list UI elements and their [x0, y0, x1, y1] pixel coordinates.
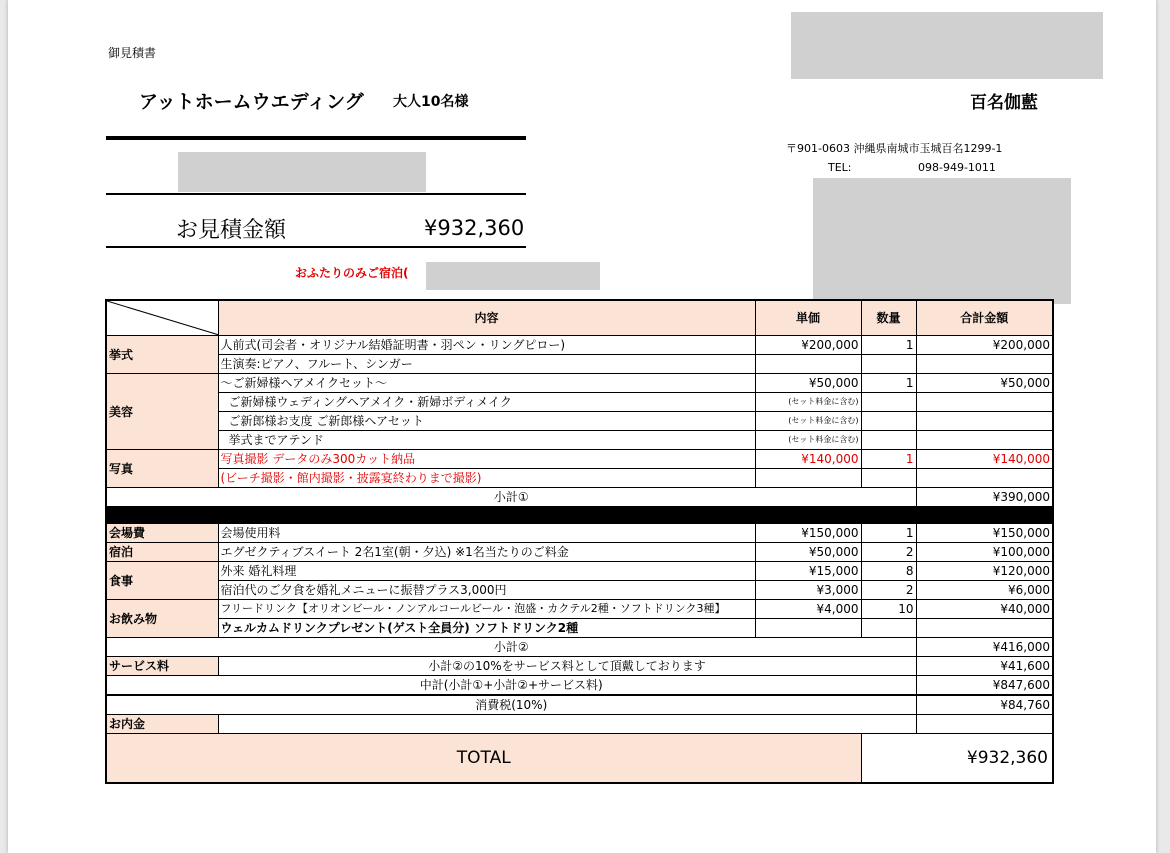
table-row	[106, 581, 1053, 600]
quantity: 1	[861, 374, 916, 393]
diagonal-cell	[106, 300, 218, 336]
header-row	[106, 300, 1053, 336]
unit-price: ¥150,000	[755, 524, 861, 543]
subtotal-row	[106, 638, 1053, 657]
grand-total-value: ¥932,360	[861, 734, 1053, 784]
line-total: ¥100,000	[916, 543, 1053, 562]
item-line: 挙式までアテンド	[218, 431, 755, 450]
subtotal-row	[106, 488, 1053, 507]
category-biyou: 美容	[106, 374, 218, 450]
stay-note: おふたりのみご宿泊(	[295, 266, 409, 280]
line-total: ¥150,000	[916, 524, 1053, 543]
item-line: ご新婦様ウェディングヘアメイク・新婦ボディメイク	[218, 393, 755, 412]
table-row	[106, 543, 1053, 562]
redacted-block	[791, 12, 1103, 79]
table-row	[106, 336, 1053, 355]
unit-price: ¥50,000	[755, 374, 861, 393]
table-row	[106, 374, 1053, 393]
included-note: (セット料金に含む)	[755, 393, 861, 412]
separator-bar	[106, 507, 1053, 524]
quote-page	[8, 0, 1156, 853]
grand-total-row	[106, 734, 1053, 784]
unit-price: ¥15,000	[755, 562, 861, 581]
table-row	[106, 469, 1053, 488]
quantity: 8	[861, 562, 916, 581]
category-shashin: 写真	[106, 450, 218, 488]
category-drinks: お飲み物	[106, 600, 218, 638]
item-line: ご新郎様お支度 ご新郎様ヘアセット	[218, 412, 755, 431]
quantity: 10	[861, 600, 916, 619]
item-line: (ビーチ撮影・館内撮影・披露宴終わりまで撮影)	[218, 469, 755, 488]
item-line: 外来 婚礼料理	[218, 562, 755, 581]
table-row	[106, 619, 1053, 638]
company-name: 百名伽藍	[970, 93, 1038, 113]
unit-price: ¥4,000	[755, 600, 861, 619]
table-row	[106, 355, 1053, 374]
line-total: ¥140,000	[916, 450, 1053, 469]
header-qty: 数量	[861, 300, 916, 336]
category-shokuji: 食事	[106, 562, 218, 600]
unit-price: ¥140,000	[755, 450, 861, 469]
deposit-row	[106, 715, 1053, 734]
guest-count: 大人10名様	[393, 94, 469, 110]
rule	[106, 193, 526, 195]
line-total: ¥6,000	[916, 581, 1053, 600]
line-total: ¥120,000	[916, 562, 1053, 581]
midtotal-value: ¥847,600	[916, 676, 1053, 695]
midtotal-label: 中計(小計①+小計②+サービス料)	[106, 676, 916, 695]
header-unit-price: 単価	[755, 300, 861, 336]
service-row	[106, 657, 1053, 676]
tel-value: 098-949-1011	[918, 161, 996, 174]
estimate-amount: ¥932,360	[424, 216, 525, 240]
service-description: 小計②の10%をサービス料として頂戴しております	[218, 657, 916, 676]
tax-value: ¥84,760	[916, 696, 1053, 715]
document-label: 御見積書	[108, 46, 157, 60]
midtotal-row	[106, 676, 1053, 695]
subtotal2-label: 小計②	[106, 638, 916, 657]
category-service: サービス料	[106, 657, 218, 676]
quantity: 2	[861, 543, 916, 562]
included-note: (セット料金に含む)	[755, 431, 861, 450]
table-row	[106, 524, 1053, 543]
line-total: ¥50,000	[916, 374, 1053, 393]
item-line: ウェルカムドリンクプレゼント(ゲスト全員分) ソフトドリンク2種	[218, 619, 755, 638]
quantity: 1	[861, 336, 916, 355]
unit-price: ¥3,000	[755, 581, 861, 600]
category-shukuhaku: 宿泊	[106, 543, 218, 562]
header-content: 内容	[218, 300, 755, 336]
tax-row	[106, 696, 1053, 715]
quantity: 2	[861, 581, 916, 600]
line-total: ¥40,000	[916, 600, 1053, 619]
table-row	[106, 412, 1053, 431]
table-row	[106, 600, 1053, 619]
item-line: 人前式(司会者・オリジナル結婚証明書・羽ペン・リングピロー)	[218, 336, 755, 355]
item-line: 生演奏:ピアノ、フルート、シンガー	[218, 355, 755, 374]
document-title: アットホームウエディング	[139, 91, 364, 113]
redacted-block	[178, 152, 426, 192]
company-address: 〒901-0603 沖縄県南城市玉城百名1299-1	[786, 142, 1003, 155]
service-value: ¥41,600	[916, 657, 1053, 676]
table-row	[106, 431, 1053, 450]
tel-label: TEL:	[828, 161, 852, 174]
item-line: フリードリンク【オリオンビール・ノンアルコールビール・泡盛・カクテル2種・ソフトドリンク3種】	[218, 600, 755, 619]
redacted-block	[813, 178, 1071, 304]
table-row	[106, 450, 1053, 469]
item-line: 〜ご新婦様ヘアメイクセット〜	[218, 374, 755, 393]
item-line: エグゼクティブスイート 2名1室(朝・夕込) ※1名当たりのご料金	[218, 543, 755, 562]
unit-price: ¥200,000	[755, 336, 861, 355]
heavy-rule	[106, 136, 526, 140]
item-line: 宿泊代のご夕食を婚礼メニューに振替プラス3,000円	[218, 581, 755, 600]
item-line: 会場使用料	[218, 524, 755, 543]
grand-total-label: TOTAL	[106, 734, 861, 784]
unit-price: ¥50,000	[755, 543, 861, 562]
category-kyoshiki: 挙式	[106, 336, 218, 374]
header-total: 合計金額	[916, 300, 1053, 336]
category-deposit: お内金	[106, 715, 218, 734]
estimate-label: お見積金額	[176, 218, 287, 243]
tax-label: 消費税(10%)	[106, 696, 916, 715]
subtotal1-value: ¥390,000	[916, 488, 1053, 507]
subtotal2-value: ¥416,000	[916, 638, 1053, 657]
quantity: 1	[861, 524, 916, 543]
quote-table	[105, 299, 1054, 784]
line-total: ¥200,000	[916, 336, 1053, 355]
item-line: 写真撮影 データのみ300カット納品	[218, 450, 755, 469]
rule	[106, 246, 526, 248]
category-kaijo: 会場費	[106, 524, 218, 543]
included-note: (セット料金に含む)	[755, 412, 861, 431]
subtotal1-label: 小計①	[106, 488, 916, 507]
table-row	[106, 393, 1053, 412]
table-row	[106, 562, 1053, 581]
quantity: 1	[861, 450, 916, 469]
redacted-block	[426, 262, 600, 290]
